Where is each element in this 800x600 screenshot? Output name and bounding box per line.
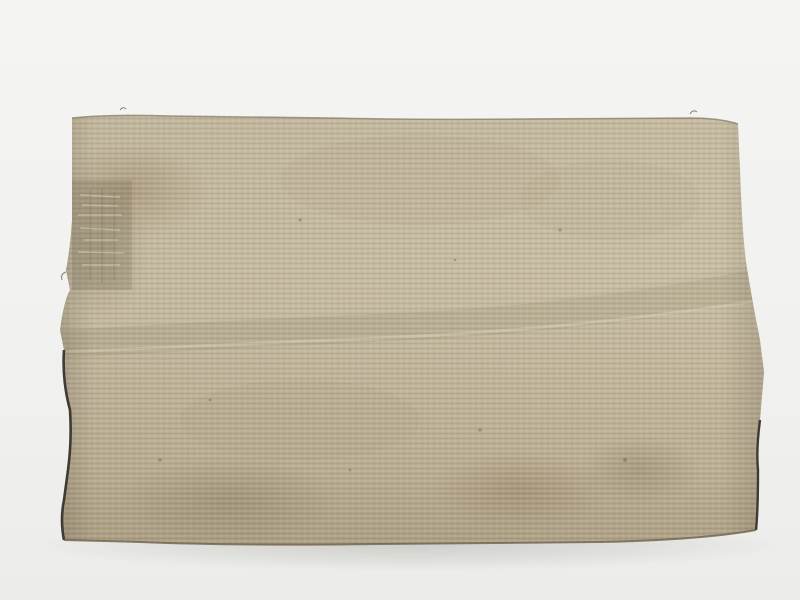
fabric-body [50,100,780,560]
frayed-area [72,180,132,290]
